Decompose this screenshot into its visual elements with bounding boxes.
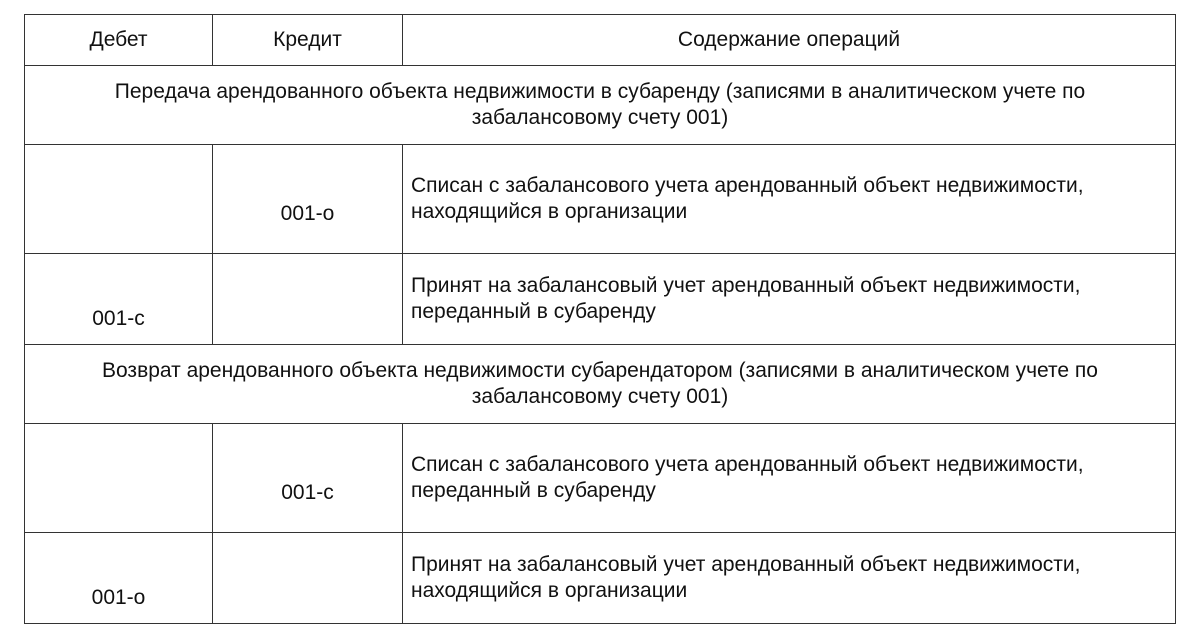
table-row	[25, 254, 1176, 345]
description-cell: Списан с забалансового учета арендованный объект недвижимости, переданный в субаренду	[403, 424, 1176, 533]
section-title-row	[25, 66, 1176, 145]
header-description: Содержание операций	[403, 15, 1176, 66]
description-cell: Списан с забалансового учета арендованный объект недвижимости, находящийся в организации	[403, 145, 1176, 254]
credit-cell	[213, 254, 403, 345]
table-header-row	[25, 15, 1176, 66]
header-credit: Кредит	[213, 15, 403, 66]
credit-cell	[213, 533, 403, 624]
debit-cell	[25, 424, 213, 533]
header-debit: Дебет	[25, 15, 213, 66]
credit-cell: 001-с	[213, 424, 403, 533]
table-row	[25, 145, 1176, 254]
debit-cell: 001-о	[25, 533, 213, 624]
debit-cell	[25, 145, 213, 254]
accounting-entries-table	[24, 14, 1176, 624]
debit-cell: 001-с	[25, 254, 213, 345]
table-row	[25, 533, 1176, 624]
credit-cell: 001-о	[213, 145, 403, 254]
section-title: Возврат арендованного объекта недвижимости субарендатором (записями в аналитическом учете по забалансовому счету 001)	[25, 345, 1176, 424]
section-title-row	[25, 345, 1176, 424]
table-row	[25, 424, 1176, 533]
description-cell: Принят на забалансовый учет арендованный объект недвижимости, находящийся в организации	[403, 533, 1176, 624]
description-cell: Принят на забалансовый учет арендованный объект недвижимости, переданный в субаренду	[403, 254, 1176, 345]
section-title: Передача арендованного объекта недвижимости в субаренду (записями в аналитическом учете по забалансовому счету 001)	[25, 66, 1176, 145]
